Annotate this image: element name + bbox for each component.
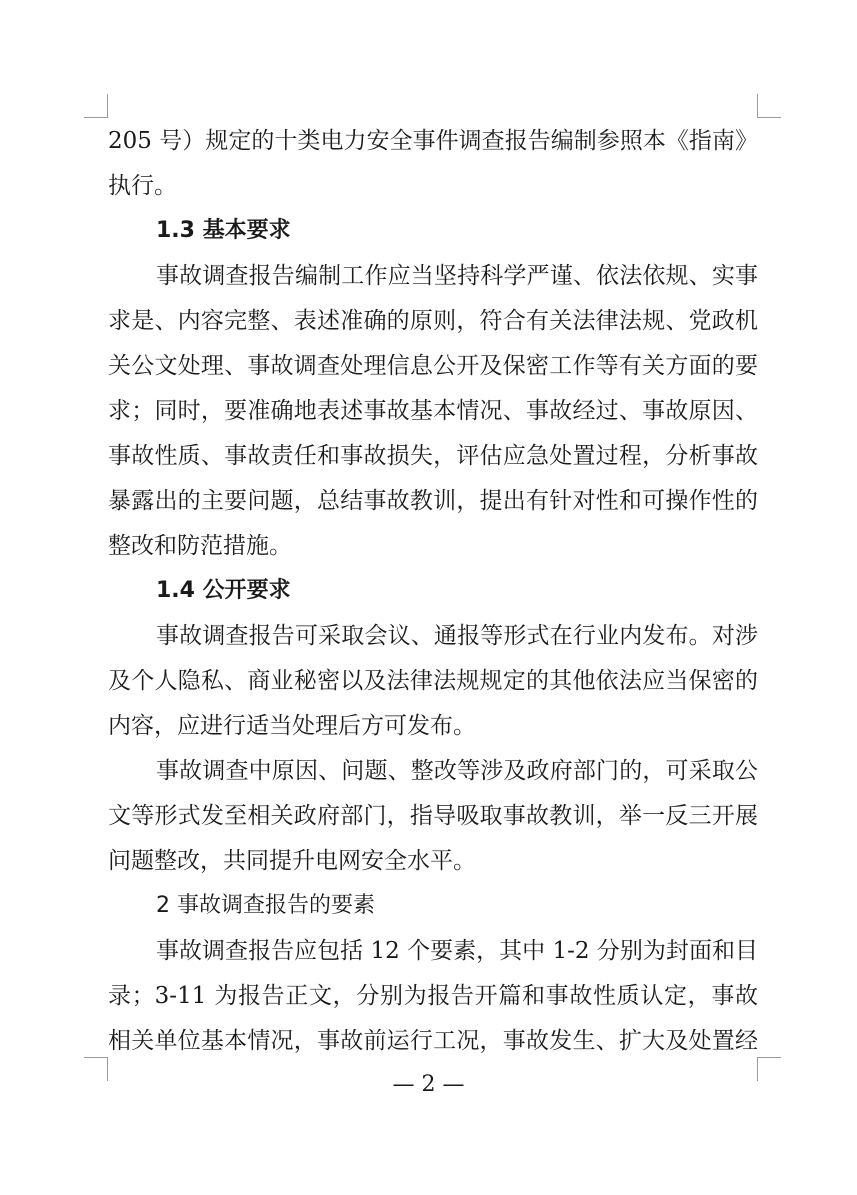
body-line: 事故性质、事故责任和事故损失，评估应急处置过程，分析事故: [108, 443, 758, 469]
body-line: 执行。: [108, 173, 177, 199]
section-heading-1-4: 1.4 公开要求: [156, 578, 291, 603]
crop-mark-top-left-vertical: [107, 94, 108, 118]
body-line: 文等形式发至相关政府部门，指导吸取事故教训，举一反三开展: [108, 803, 758, 829]
page-number: — 2 —: [392, 1072, 465, 1097]
crop-mark-bottom-left: [84, 1057, 108, 1058]
body-line: 205 号）规定的十类电力安全事件调查报告编制参照本《指南》: [108, 128, 758, 154]
body-line: 求是、内容完整、表述准确的原则，符合有关法律法规、党政机: [108, 308, 758, 334]
body-line: 事故调查报告可采取会议、通报等形式在行业内发布。对涉: [156, 623, 758, 649]
body-line: 内容，应进行适当处理后方可发布。: [108, 713, 476, 739]
crop-mark-top-right: [757, 117, 781, 118]
body-line: 问题整改，共同提升电网安全水平。: [108, 848, 476, 874]
section-heading-1-3: 1.3 基本要求: [156, 218, 291, 243]
crop-mark-top-right-vertical: [757, 94, 758, 118]
body-line: 关公文处理、事故调查处理信息公开及保密工作等有关方面的要: [108, 353, 758, 379]
body-line: 求；同时，要准确地表述事故基本情况、事故经过、事故原因、: [108, 398, 758, 424]
body-line: 相关单位基本情况，事故前运行工况，事故发生、扩大及处置经: [108, 1028, 758, 1054]
crop-mark-top-left: [84, 117, 108, 118]
body-line: 暴露出的主要问题，总结事故教训，提出有针对性和可操作性的: [108, 488, 758, 514]
body-line: 事故调查中原因、问题、整改等涉及政府部门的，可采取公: [156, 758, 758, 784]
body-line: 及个人隐私、商业秘密以及法律法规规定的其他依法应当保密的: [108, 668, 758, 694]
section-heading-2: 2 事故调查报告的要素: [156, 893, 375, 918]
body-line: 事故调查报告编制工作应当坚持科学严谨、依法依规、实事: [156, 263, 758, 289]
body-line: 整改和防范措施。: [108, 533, 292, 559]
crop-mark-bottom-right: [757, 1057, 781, 1058]
body-line: 事故调查报告应包括 12 个要素，其中 1-2 分别为封面和目: [156, 938, 758, 964]
body-line: 录；3-11 为报告正文，分别为报告开篇和事故性质认定，事故: [108, 983, 758, 1009]
